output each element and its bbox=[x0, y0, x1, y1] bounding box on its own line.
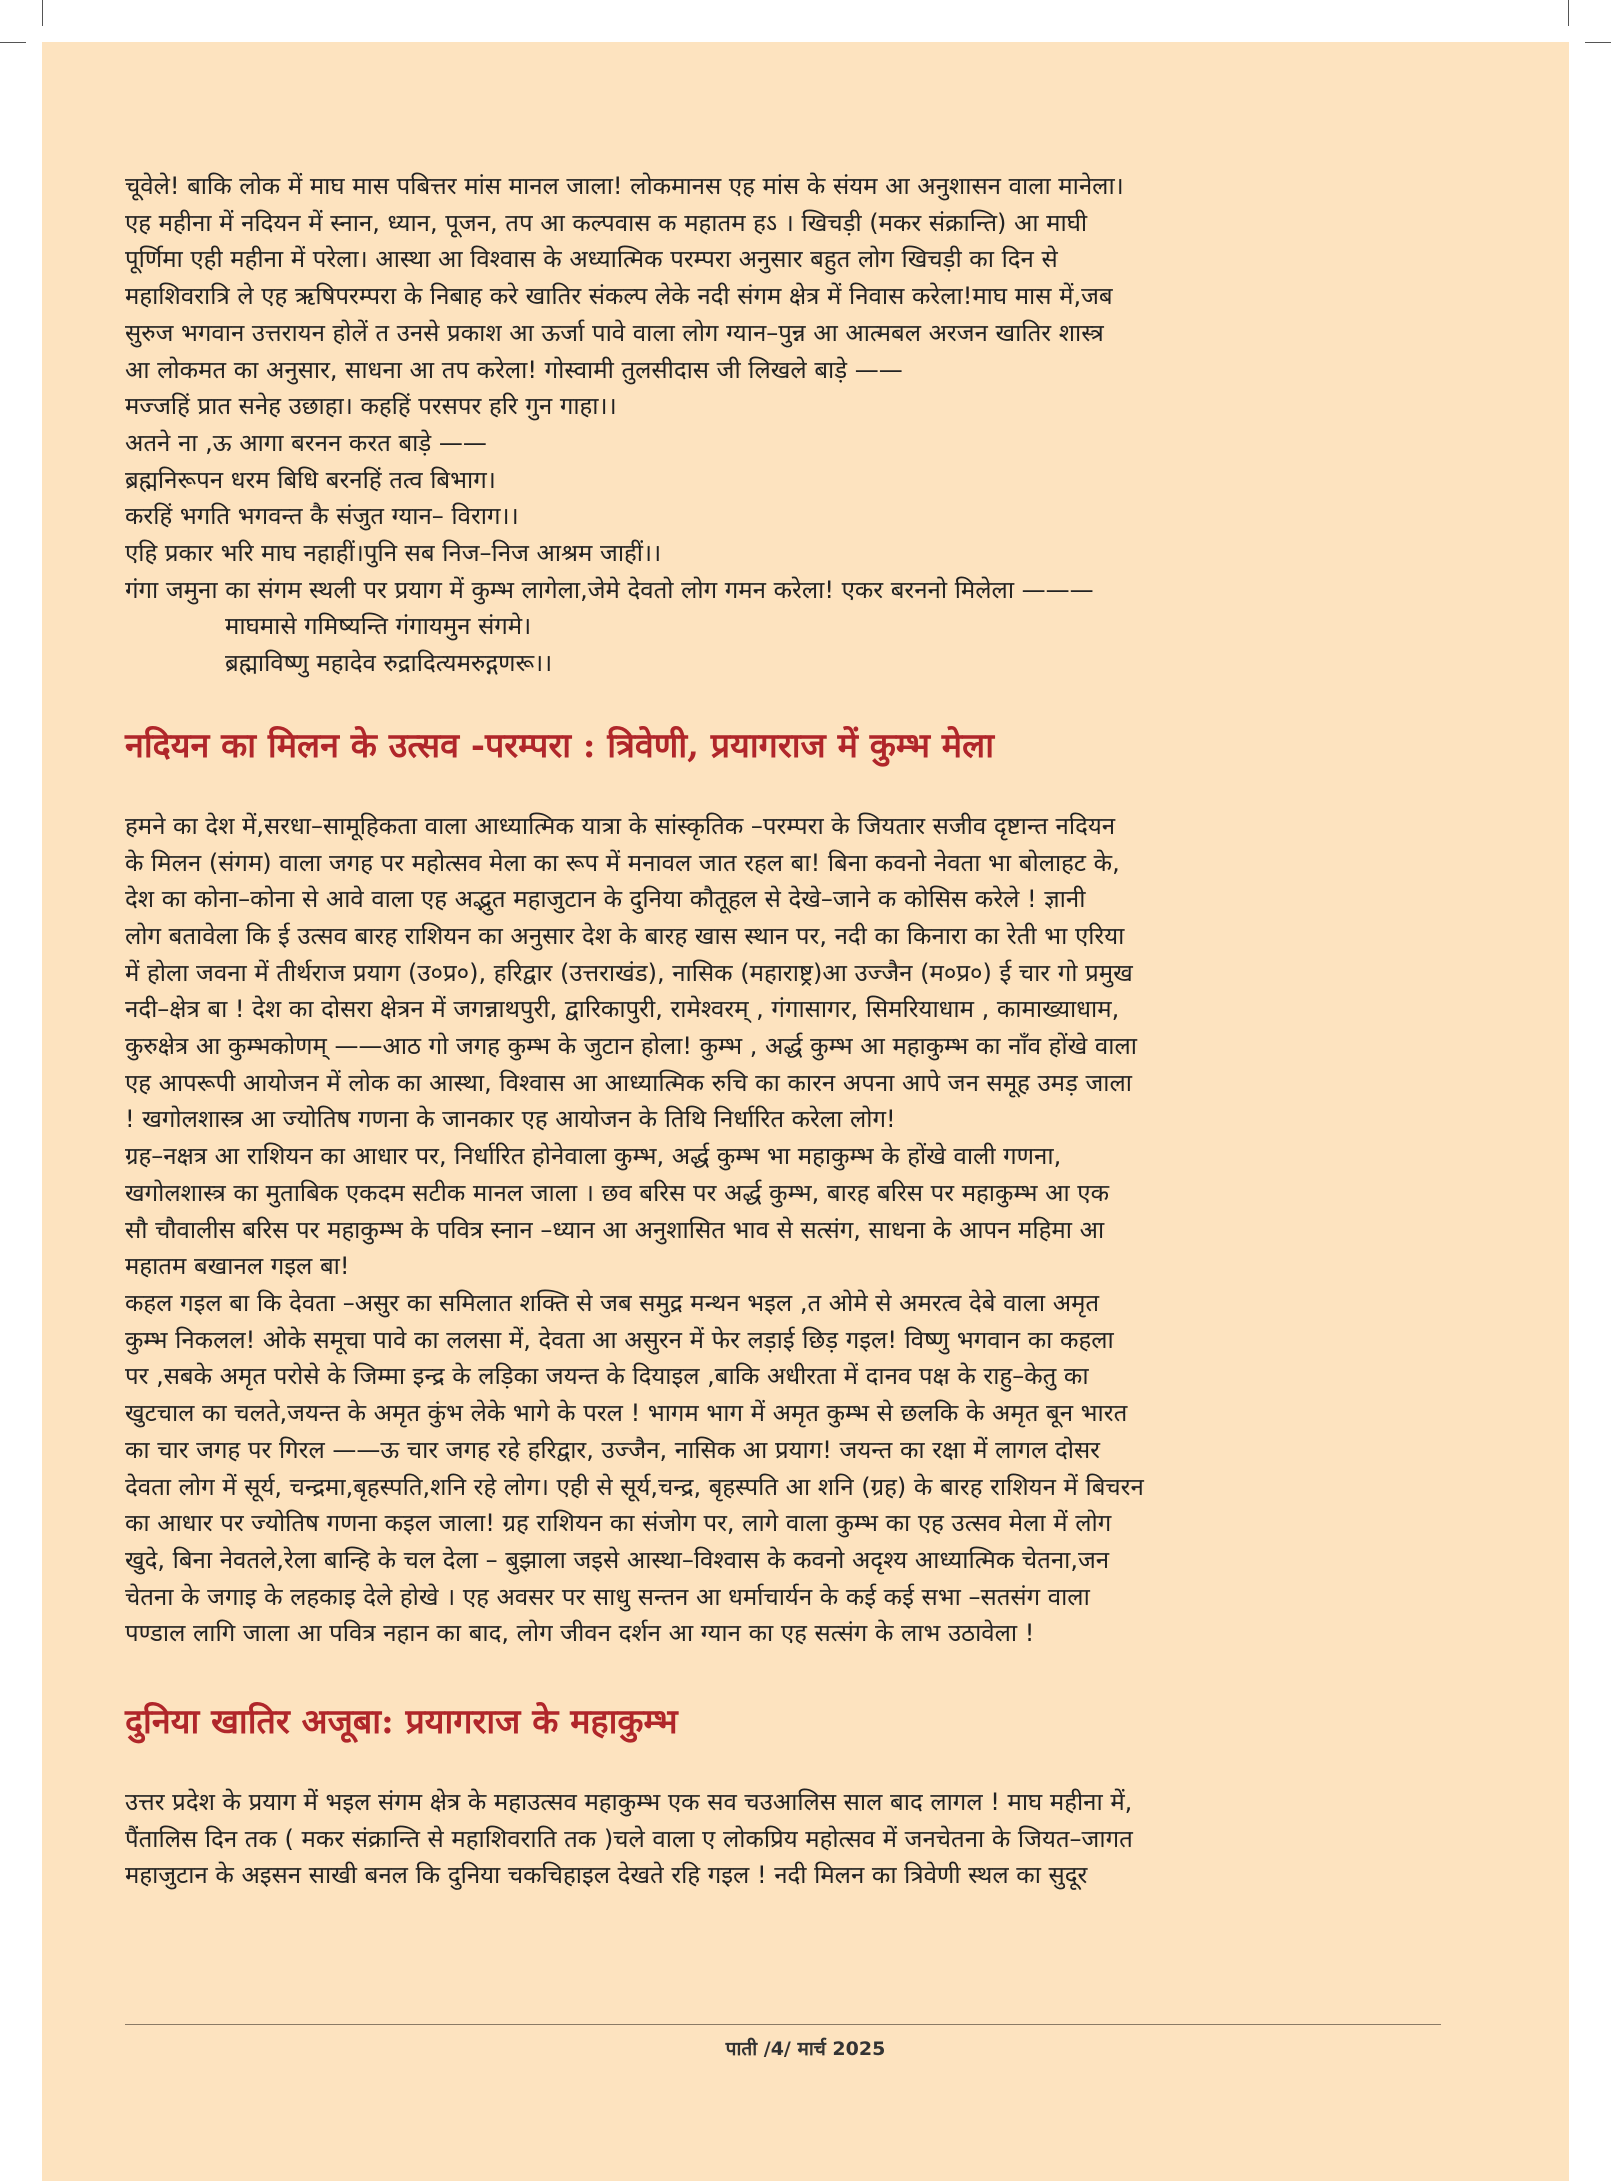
verse-line: मज्जहिं प्रात सनेह उछाहा। कहहिं परसपर हरि गुन गाहा।। bbox=[125, 392, 617, 421]
text-line: का आधार पर ज्योतिष गणना कइल जाला! ग्रह राशियन का संजोग पर, लागे वाला कुम्भ का एह उत्सव मेला में लोग bbox=[125, 1509, 1112, 1538]
verse-line: एहि प्रकार भरि माघ नहाहीं।पुनि सब निज–निज आश्रम जाहीं।। bbox=[125, 539, 662, 568]
section-heading-mahakumbh: दुनिया खातिर अजूबा: प्रयागराज के महाकुम्भ bbox=[125, 1702, 678, 1743]
sanskrit-line: ब्रह्माविष्णु महादेव रुद्रादित्यमरुद्गणरू।। bbox=[225, 649, 553, 678]
footer-divider bbox=[125, 2024, 1441, 2025]
text-line: महाशिवरात्रि ले एह ऋषिपरम्परा के निबाह करे खातिर संकल्प लेके नदी संगम क्षेत्र में निवास करेला!माघ मास में,जब bbox=[125, 282, 1113, 311]
text-line: उत्तर प्रदेश के प्रयाग में भइल संगम क्षेत्र के महाउत्सव महाकुम्भ एक सव चउआलिस साल बाद लागल ! माघ महीना में, bbox=[125, 1788, 1133, 1817]
text-line: सुरुज भगवान उत्तरायन होलें त उनसे प्रकाश आ ऊर्जा पावे वाला लोग ग्यान–पुन्न आ आत्मबल अरजन खातिर शास्त्र bbox=[125, 318, 1104, 347]
crop-mark-top-left-h bbox=[0, 42, 26, 43]
paragraph-astronomy bbox=[125, 1138, 1441, 1285]
text-line: महातम बखानल गइल बा! bbox=[125, 1252, 350, 1281]
text-line: खुटचाल का चलते,जयन्त के अमृत कुंभ लेके भागे के परल ! भागम भाग में अमृत कुम्भ से छलकि के अमृत बून भारत bbox=[125, 1399, 1128, 1428]
text-line: पूर्णिमा एही महीना में परेला। आस्था आ विश्वास के अध्यात्मिक परम्परा अनुसार बहुत लोग खिचड़ी का दिन से bbox=[125, 245, 1058, 274]
text-line: देवता लोग में सूर्य, चन्द्रमा,बृहस्पति,शनि रहे लोग। एही से सूर्य,चन्द्र, बृहस्पति आ शनि (ग्रह) के बारह राशियन में बिचरन bbox=[125, 1472, 1144, 1501]
text-line: सौ चौवालीस बरिस पर महाकुम्भ के पवित्र स्नान –ध्यान आ अनुशासित भाव से सत्संग, साधना के आपन महिमा आ bbox=[125, 1215, 1105, 1244]
text-line: एह आपरूपी आयोजन में लोक का आस्था, विश्वास आ आध्यात्मिक रुचि का कारन अपना आपे जन समूह उमड़ जाला bbox=[125, 1068, 1132, 1097]
verse-line: गंगा जमुना का संगम स्थली पर प्रयाग में कुम्भ लागेला,जेमे देवतो लोग गमन करेला! एकर बरननो मिलेला ——— bbox=[125, 575, 1094, 604]
text-line: के मिलन (संगम) वाला जगह पर महोत्सव मेला का रूप में मनावल जात रहल बा! बिना कवनो नेवता भा बोलाहट के, bbox=[125, 848, 1120, 877]
page-footer: पाती /4/ मार्च 2025 bbox=[725, 2038, 886, 2060]
text-line: कुरुक्षेत्र आ कुम्भकोणम् ——आठ गो जगह कुम्भ के जुटान होला! कुम्भ , अर्द्ध कुम्भ आ महाकुम्भ का नाँव होंखे वाला bbox=[125, 1032, 1137, 1061]
text-line: पर ,सबके अमृत परोसे के जिम्मा इन्द्र के लड़िका जयन्त के दियाइल ,बाकि अधीरता में दानव पक्ष के राहु–केतु का bbox=[125, 1362, 1089, 1391]
text-line: लोग बतावेला कि ई उत्सव बारह राशियन का अनुसार देश के बारह खास स्थान पर, नदी का किनारा का रेती भा एरिया bbox=[125, 921, 1125, 950]
text-line: कहल गइल बा कि देवता –असुर का समिलात शक्ति से जब समुद्र मन्थन भइल ,त ओमे से अमरत्व देबे वाला अमृत bbox=[125, 1288, 1100, 1317]
paragraph-mahakumbh-prayag bbox=[125, 1784, 1441, 1894]
article-body bbox=[125, 168, 1441, 1894]
text-line: देश का कोना–कोना से आवे वाला एह अद्भुत महाजुटान के दुनिया कौतूहल से देखे–जाने क कोसिस करेले ! ज्ञानी bbox=[125, 885, 1086, 914]
crop-mark-top-right-h bbox=[1585, 42, 1611, 43]
text-line: खुदे, बिना नेवतले,रेला बान्हि के चल देला – बुझाला जइसे आस्था–विश्वास के कवनो अदृश्य आध्यात्मिक चेतना,जन bbox=[125, 1545, 1110, 1574]
text-line: का चार जगह पर गिरल ——ऊ चार जगह रहे हरिद्वार, उज्जैन, नासिक आ प्रयाग! जयन्त का रक्षा में लागल दोसर bbox=[125, 1435, 1100, 1464]
text-line: आ लोकमत का अनुसार, साधना आ तप करेला! गोस्वामी तुलसीदास जी लिखले बाड़े —— bbox=[125, 355, 903, 384]
text-line: चेतना के जगाइ के लहकाइ देले होखे । एह अवसर पर साधु सन्तन आ धर्माचार्यन के कई कई सभा –सतसंग वाला bbox=[125, 1582, 1090, 1611]
paragraph-sangam-festival bbox=[125, 808, 1441, 1138]
paragraph-magh-month bbox=[125, 168, 1441, 388]
text-line: में होला जवना में तीर्थराज प्रयाग (उ०प्र०), हरिद्वार (उत्तराखंड), नासिक (महाराष्ट्र)आ उज्जैन (म०प्र०) ई चार गो प्रमुख bbox=[125, 958, 1133, 987]
text-line: महाजुटान के अइसन साखी बनल कि दुनिया चकचिहाइल देखते रहि गइल ! नदी मिलन का त्रिवेणी स्थल का सुदूर bbox=[125, 1861, 1088, 1890]
text-line: एह महीना में नदियन में स्नान, ध्यान, पूजन, तप आ कल्पवास क महातम हऽ । खिचड़ी (मकर संक्रान्ति) आ माघी bbox=[125, 208, 1088, 237]
paragraph-samudra-manthan bbox=[125, 1285, 1441, 1652]
text-line: पैंतालिस दिन तक ( मकर संक्रान्ति से महाशिवराति तक )चले वाला ए लोकप्रिय महोत्सव में जनचेतना के जियत–जागत bbox=[125, 1824, 1133, 1853]
sanskrit-line: माघमासे गमिष्यन्ति गंगायमुन संगमे। bbox=[225, 612, 532, 641]
crop-mark-top-left bbox=[42, 0, 43, 26]
verse-tulsidas bbox=[125, 388, 1441, 682]
text-line: कुम्भ निकलल! ओके समूचा पावे का ललसा में, देवता आ असुरन में फेर लड़ाई छिड़ गइल! विष्णु भगवान का कहला bbox=[125, 1325, 1114, 1354]
text-line: हमने का देश में,सरधा–सामूहिकता वाला आध्यात्मिक यात्रा के सांस्कृतिक –परम्परा के जियतार सजीव दृष्टान्त नदियन bbox=[125, 811, 1116, 840]
text-line: खगोलशास्त्र का मुताबिक एकदम सटीक मानल जाला । छव बरिस पर अर्द्ध कुम्भ, बारह बरिस पर महाकुम्भ आ एक bbox=[125, 1178, 1110, 1207]
text-line: चूवेले! बाकि लोक में माघ मास पबित्तर मांस मानल जाला! लोकमानस एह मांस के संयम आ अनुशासन वाला मानेला। bbox=[125, 172, 1124, 200]
verse-line: अतने ना ,ऊ आगा बरनन करत बाड़े —— bbox=[125, 428, 487, 457]
verse-line: करहिं भगति भगवन्त कै संजुत ग्यान– विराग।। bbox=[125, 502, 519, 531]
text-line: ! खगोलशास्त्र आ ज्योतिष गणना के जानकार एह आयोजन के तिथि निर्धारित करेला लोग! bbox=[125, 1105, 896, 1134]
text-line: नदी–क्षेत्र बा ! देश का दोसरा क्षेत्रन में जगन्नाथपुरी, द्वारिकापुरी, रामेश्वरम् , गंगासागर, सिमरियाधाम , कामाख्याधाम, bbox=[125, 995, 1120, 1024]
section-heading-triveni: नदियन का मिलन के उत्सव -परम्परा : त्रिवेणी, प्रयागराज में कुम्भ मेला bbox=[125, 725, 995, 766]
verse-line: ब्रह्मनिरूपन धरम बिधि बरनहिं तत्व बिभाग। bbox=[125, 465, 496, 494]
text-line: पण्डाल लागि जाला आ पवित्र नहान का बाद, लोग जीवन दर्शन आ ग्यान का एह सत्संग के लाभ उठावेला ! bbox=[125, 1619, 1035, 1648]
text-line: ग्रह–नक्षत्र आ राशियन का आधार पर, निर्धारित होनेवाला कुम्भ, अर्द्ध कुम्भ भा महाकुम्भ के होंखे वाली गणना, bbox=[125, 1142, 1062, 1171]
crop-mark-top-right bbox=[1568, 0, 1569, 26]
